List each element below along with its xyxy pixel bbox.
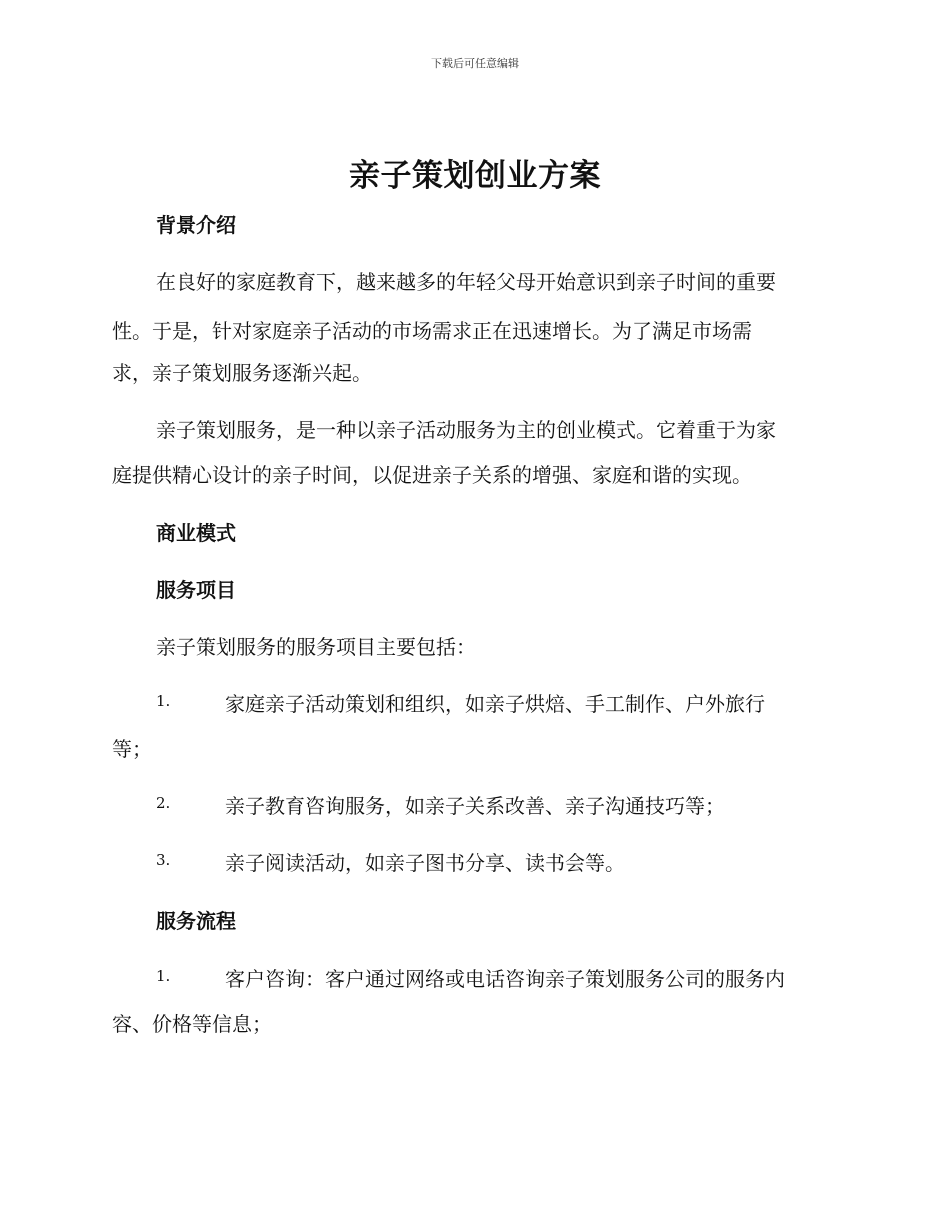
list-number: 2. — [156, 794, 171, 812]
list-number: 1. — [156, 692, 171, 710]
list-item-text: 容、价格等信息； — [112, 1012, 272, 1036]
list-number: 1. — [156, 967, 171, 985]
paragraph-line: 性。于是，针对家庭亲子活动的市场需求正在迅速增长。为了满足市场需 — [112, 319, 752, 343]
list-item-text: 亲子教育咨询服务，如亲子关系改善、亲子沟通技巧等； — [225, 794, 725, 818]
list-number: 3. — [156, 851, 171, 869]
header-note: 下载后可任意编辑 — [431, 57, 519, 70]
heading-background: 背景介绍 — [156, 213, 236, 237]
services-intro: 亲子策划服务的服务项目主要包括： — [156, 635, 476, 659]
paragraph-line: 在良好的家庭教育下，越来越多的年轻父母开始意识到亲子时间的重要 — [156, 270, 776, 294]
list-item-text: 亲子阅读活动，如亲子图书分享、读书会等。 — [225, 851, 625, 875]
paragraph-line: 亲子策划服务，是一种以亲子活动服务为主的创业模式。它着重于为家 — [156, 418, 776, 442]
paragraph-line: 求，亲子策划服务逐渐兴起。 — [112, 361, 372, 385]
paragraph-line: 庭提供精心设计的亲子时间，以促进亲子关系的增强、家庭和谐的实现。 — [112, 463, 752, 487]
list-item-text: 客户咨询：客户通过网络或电话咨询亲子策划服务公司的服务内 — [225, 967, 785, 991]
heading-process: 服务流程 — [156, 909, 236, 933]
list-item-text: 等； — [112, 737, 152, 761]
heading-business-model: 商业模式 — [156, 521, 236, 545]
list-item-text: 家庭亲子活动策划和组织，如亲子烘焙、手工制作、户外旅行 — [225, 692, 765, 716]
heading-services: 服务项目 — [156, 578, 236, 602]
document-title: 亲子策划创业方案 — [349, 158, 601, 194]
